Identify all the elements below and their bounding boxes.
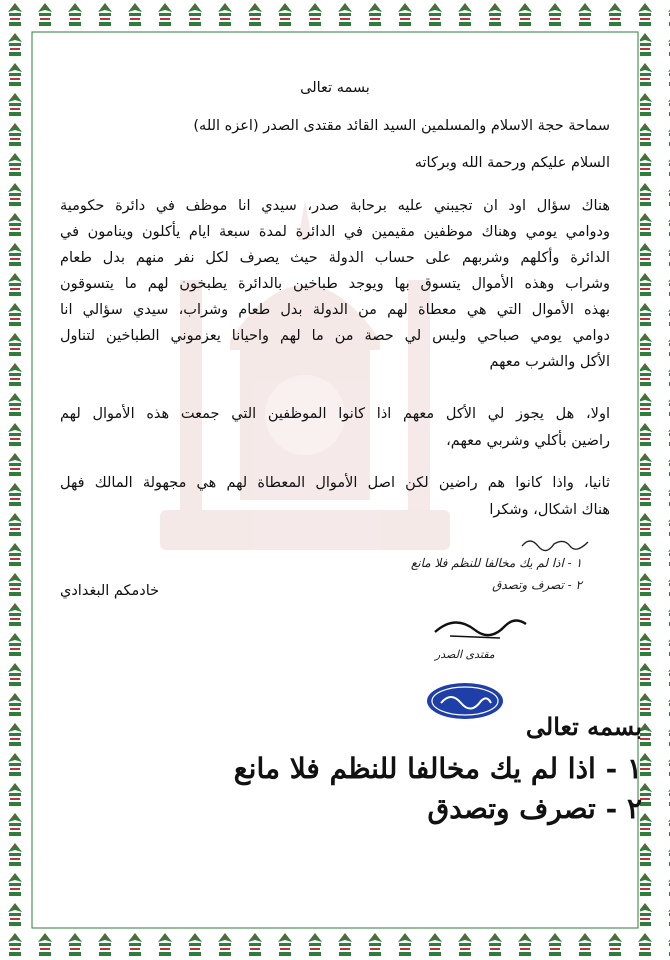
addressee: سماحة حجة الاسلام والمسلمين السيد القائد مقتدى الصدر (اعزه الله) [193,118,610,134]
body-line: دوامي يومي صباحي وليس لي حصة من ما لهم واحيانا يعزموني الطباخين لتناول [60,328,610,344]
question-first-line: راضين بأكلي وشربي معهم، [446,433,610,449]
sender-signoff: خادمكم البغدادي [60,583,160,599]
signature-scribble [430,612,530,652]
body-line: هناك سؤال اود ان تجيبني عليه برحابة صدر، سيدي انا موظف في دائرة حكومية [60,198,610,214]
reply-line-1: ١ - اذا لم يك مخالفا للنظم فلا مانع [233,752,642,785]
reply-heading: بسمه تعالى [525,712,642,741]
question-second-line: ثانيا، واذا كانوا هم راضين لكن اصل الأموال المعطاة لهم هي مجهولة المالك فهل [60,475,610,491]
question-first-line: اولا، هل يجوز لي الأكل معهم اذا كانوا الموظفين التي جمعت هذه الأموال لهم [60,406,610,422]
body-line: الأكل والشرب معهم [489,354,610,370]
body-line: وشراب وهذه الأموال يتسوق بها ويوجد طباخين بالدائرة يطبخون لهم ما يتسوقون [60,276,610,292]
body-line: بهذه الأموال التي هي معطاة لهم من الدولة بدل طعام وشراب، سيدي سؤالي انا [60,302,610,318]
greeting: السلام عليكم ورحمة الله وبركاته [414,155,610,171]
body-line: ودوامي يومي وهناك موظفين مقيمين في الدائرة لمدة سبعة ايام يأكلون وينامون في [60,224,610,240]
reply-line-2: ٢ - تصرف وتصدق [427,792,642,825]
question-second-line: هناك اشكال، وشكرا [489,502,610,518]
basmala: بسمه تعالى [300,80,370,96]
small-reply-line1: ١ - اذا لم يك مخالفا للنظم فلا مانع [410,556,582,570]
handwritten-scribble [520,532,590,554]
body-line: الدائرة وأكلهم وشربهم على حساب الدولة حيث يصرف لكل نفر منهم بدل طعام [60,250,610,266]
small-reply-line2: ٢ - تصرف وتصدق [492,578,582,592]
signature-name: مقتدى الصدر [435,648,495,661]
official-seal [425,681,505,721]
